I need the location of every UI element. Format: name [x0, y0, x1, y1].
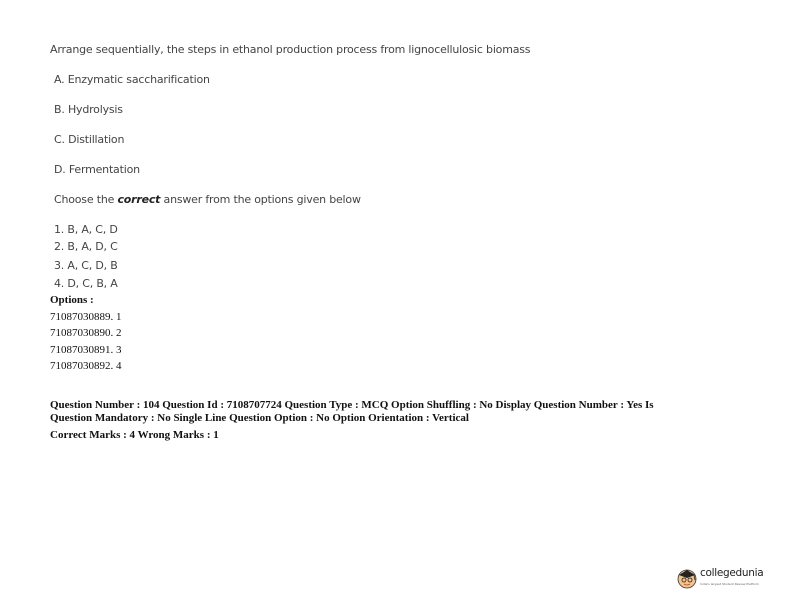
- brand-name: collegedunia: [700, 567, 764, 579]
- statement-item-a: A. Enzymatic saccharification: [54, 73, 210, 86]
- options-heading: Options :: [50, 294, 94, 306]
- statement-item-c: C. Distillation: [54, 133, 125, 146]
- answer-choice-1: 1. B, A, C, D: [54, 223, 118, 236]
- statement-item-d: D. Fermentation: [54, 163, 140, 176]
- statement-item-b: B. Hydrolysis: [54, 103, 123, 116]
- option-id-3: 71087030891. 3: [50, 344, 122, 356]
- instruction-suffix: answer from the options given below: [160, 193, 361, 206]
- question-marks: Correct Marks : 4 Wrong Marks : 1: [50, 429, 219, 441]
- question-meta-line-2: Question Mandatory : No Single Line Question Option : No Option Orientation : Vertical: [50, 412, 469, 424]
- instruction-prefix: Choose the: [54, 193, 118, 206]
- option-id-1: 71087030889. 1: [50, 311, 122, 323]
- answer-choice-4: 4. D, C, B, A: [54, 277, 118, 290]
- option-id-4: 71087030892. 4: [50, 360, 122, 372]
- answer-choice-2: 2. B, A, D, C: [54, 240, 118, 253]
- question-meta-line-1: Question Number : 104 Question Id : 7108707724 Question Type : MCQ Option Shuffling : No Display Question Number : Yes Is: [50, 399, 654, 411]
- option-id-2: 71087030890. 2: [50, 327, 122, 339]
- answer-choice-3: 3. A, C, D, B: [54, 259, 118, 272]
- question-stem: Arrange sequentially, the steps in ethanol production process from lignocellulosic biomass: [50, 43, 531, 56]
- student-mascot-icon: [676, 567, 698, 589]
- instruction-emphasis: correct: [117, 193, 161, 206]
- instruction-line: [54, 193, 361, 206]
- collegedunia-logo: [676, 565, 768, 591]
- brand-tagline: India's largest Student Review Platform: [700, 582, 760, 586]
